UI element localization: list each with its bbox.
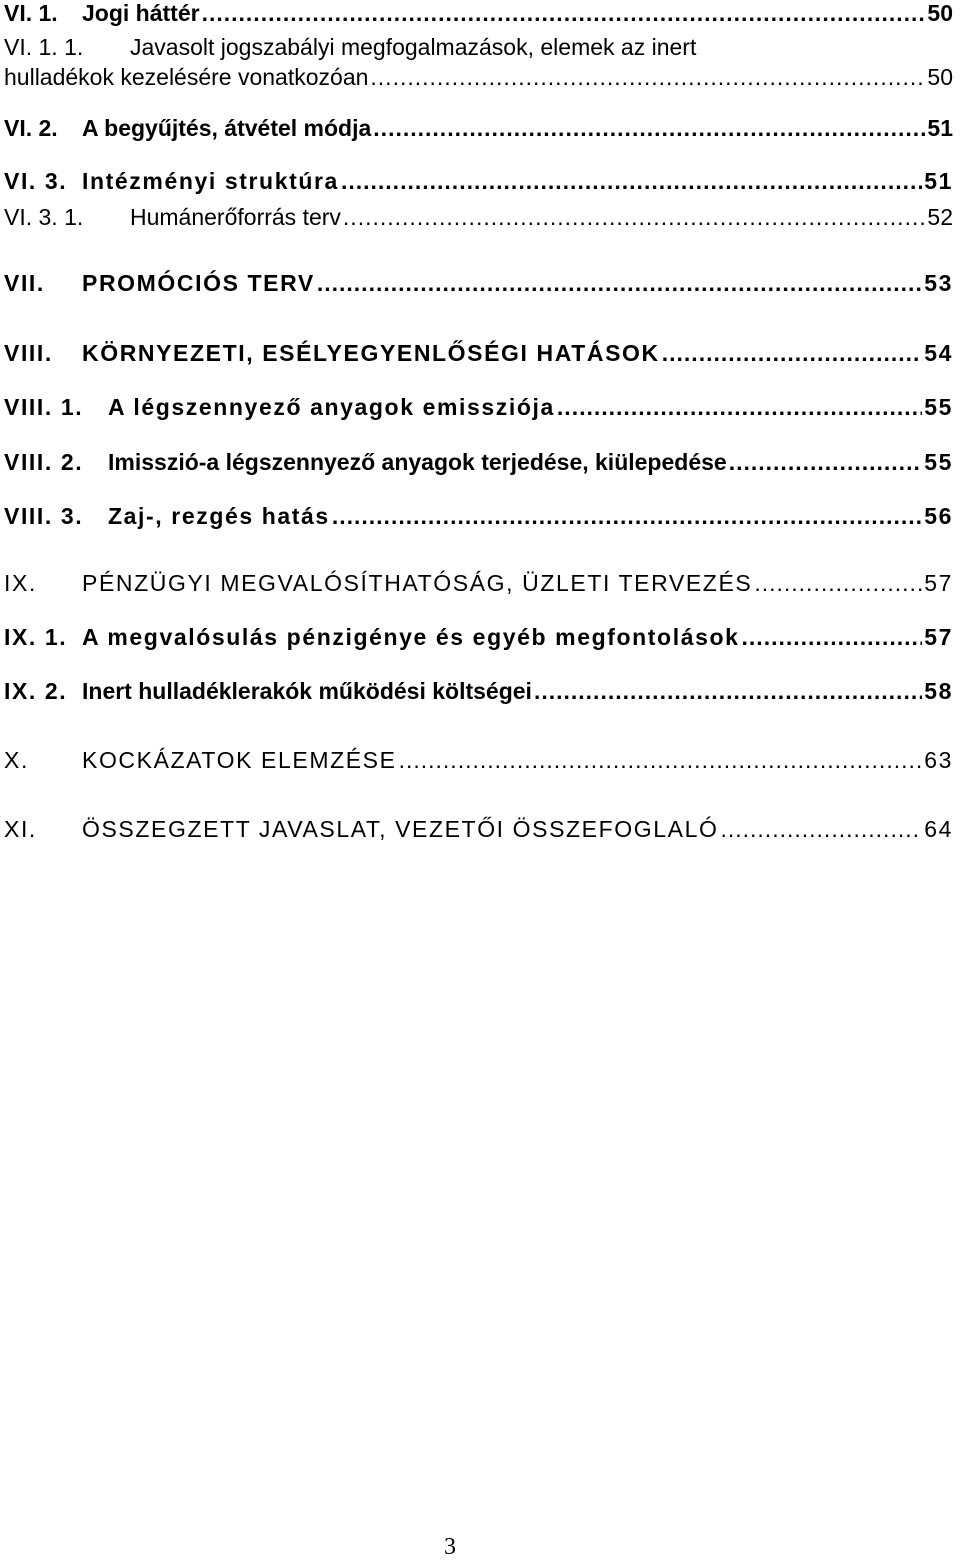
- toc-entry-kornyezeti-hatasok[interactable]: [4, 338, 953, 368]
- toc-leader-dots: [662, 338, 922, 368]
- toc-entry-title-continued: hulladékok kezelésére vonatkozóan: [4, 64, 369, 90]
- toc-entry-number: IX. 2.: [4, 678, 68, 704]
- toc-entry-page: 54: [924, 340, 953, 366]
- toc-entry-humaneroforras[interactable]: [4, 202, 953, 232]
- toc-entry-page: 55: [924, 449, 953, 475]
- toc-entry-promocios-terv[interactable]: [4, 268, 953, 298]
- toc-entry-number: IX. 1.: [4, 624, 68, 650]
- toc-entry-page: 51: [927, 115, 953, 141]
- toc-entry-page: 53: [924, 270, 953, 296]
- toc-entry-title: PROMÓCIÓS TERV: [82, 270, 315, 296]
- toc-entry-title: KÖRNYEZETI, ESÉLYEGYENLŐSÉGI HATÁSOK: [82, 340, 660, 366]
- toc-entry-number: VIII. 2.: [4, 449, 84, 475]
- toc-entry-number: X.: [4, 747, 29, 773]
- toc-entry-title: A begyűjtés, átvétel módja: [82, 115, 372, 141]
- toc-entry-title: Imisszió-a légszennyező anyagok terjedése, kiülepedése: [108, 449, 727, 475]
- page-number: 3: [444, 1534, 456, 1560]
- toc-entry-osszegzett-javaslat[interactable]: [4, 814, 953, 844]
- toc-entry-page: 55: [924, 394, 953, 420]
- toc-entry-page: 50: [927, 0, 953, 26]
- toc-entry-mukodesi-koltsegek[interactable]: [4, 676, 953, 706]
- toc-entry-page: 51: [924, 168, 953, 194]
- toc-entry-page: 52: [927, 204, 953, 230]
- toc-leader-dots: [399, 745, 923, 775]
- toc-entry-title: Intézményi struktúra: [82, 168, 339, 194]
- toc-entry-kockazatok[interactable]: [4, 745, 953, 775]
- toc-entry-penzigeny[interactable]: [4, 622, 953, 652]
- toc-entry-number: VI. 3.: [4, 168, 68, 194]
- toc-leader-dots: [729, 447, 923, 477]
- toc-entry-title: Jogi háttér: [82, 0, 200, 26]
- toc-leader-dots: [202, 0, 926, 28]
- toc-leader-dots: [720, 814, 922, 844]
- toc-leader-dots: [341, 166, 922, 196]
- toc-entry-javasolt-jogszabalyi[interactable]: [4, 32, 953, 92]
- toc-entry-intezmenyi-struktura[interactable]: [4, 166, 953, 196]
- toc-entry-title: Javasolt jogszabályi megfogalmazások, elemek az inert: [130, 34, 697, 60]
- toc-entry-number: VI. 1. 1.: [4, 34, 84, 60]
- toc-leader-dots: [317, 268, 922, 298]
- toc-entry-title: Zaj-, rezgés hatás: [108, 503, 330, 529]
- toc-entry-number: VIII. 1.: [4, 394, 84, 420]
- toc-entry-title: Inert hulladéklerakók működési költségei: [82, 678, 532, 704]
- toc-entry-title: PÉNZÜGYI MEGVALÓSÍTHATÓSÁG, ÜZLETI TERVEZÉS: [82, 570, 753, 596]
- toc-leader-dots: [742, 622, 923, 652]
- toc-leader-dots: [370, 62, 925, 92]
- toc-entry-number: VII.: [4, 270, 45, 296]
- toc-entry-title: Humánerőforrás terv: [130, 204, 341, 230]
- toc-leader-dots: [534, 676, 922, 706]
- toc-entry-title: A légszennyező anyagok emissziója: [108, 394, 555, 420]
- toc-entry-page: 64: [924, 816, 953, 842]
- toc-leader-dots: [373, 113, 925, 143]
- toc-entry-number: IX.: [4, 570, 37, 596]
- toc-leader-dots: [343, 202, 925, 232]
- toc-entry-jogi-hatter[interactable]: [4, 0, 953, 28]
- toc-entry-page: 56: [924, 503, 953, 529]
- toc-leader-dots: [332, 501, 922, 531]
- toc-entry-imisszio[interactable]: [4, 447, 953, 477]
- toc-entry-number: VI. 3. 1.: [4, 204, 84, 230]
- toc-entry-title: A megvalósulás pénzigénye és egyéb megfontolások: [82, 624, 740, 650]
- toc-entry-page: 57: [924, 624, 953, 650]
- toc-entry-number: XI.: [4, 816, 37, 842]
- toc-entry-legszennyezo-emisszio[interactable]: [4, 392, 953, 422]
- toc-leader-dots: [557, 392, 922, 422]
- toc-entry-title: ÖSSZEGZETT JAVASLAT, VEZETŐI ÖSSZEFOGLALÓ: [82, 816, 719, 842]
- toc-entry-penzugyi-megvalosithatosag[interactable]: [4, 568, 953, 598]
- toc-entry-number: VI. 2.: [4, 115, 58, 141]
- toc-entry-title: KOCKÁZATOK ELEMZÉSE: [82, 747, 397, 773]
- toc-entry-number: VI. 1.: [4, 0, 58, 26]
- toc-entry-page: 57: [924, 570, 953, 596]
- toc-entry-number: VIII.: [4, 340, 53, 366]
- toc-entry-page: 50: [927, 64, 953, 90]
- toc-entry-number: VIII. 3.: [4, 503, 84, 529]
- toc-entry-page: 63: [924, 747, 953, 773]
- toc-entry-page: 58: [924, 678, 953, 704]
- toc-entry-zaj-rezges[interactable]: [4, 501, 953, 531]
- toc-leader-dots: [754, 568, 922, 598]
- toc-entry-begyujtes[interactable]: [4, 113, 953, 143]
